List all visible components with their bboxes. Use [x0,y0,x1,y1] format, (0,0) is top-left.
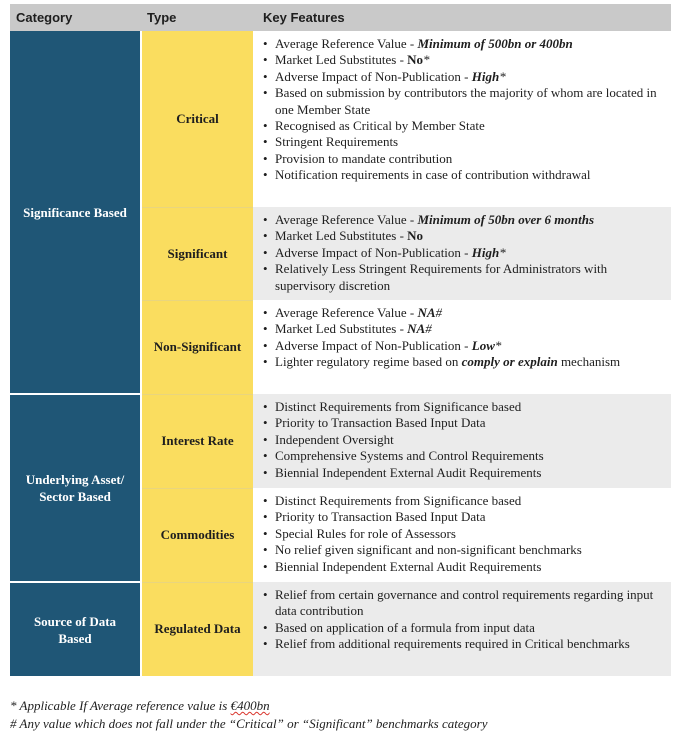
table-row [10,394,671,488]
list-item: • Average Reference Value - Minimum of 50bn over 6 months [263,212,595,227]
header-category: Category [10,4,141,31]
category-underlying-asset-sector-based: Underlying Asset/ Sector Based [10,394,141,582]
type-commodities: Commodities [141,488,253,582]
type-significant: Significant [141,207,253,300]
list-item: • Priority to Transaction Based Input Data [263,415,486,431]
footnote-asterisk: * Applicable If Average reference value is €400bn [10,698,270,713]
list-item: • Market Led Substitutes - NA# [263,321,432,337]
list-item: • Distinct Requirements from Significance based [263,493,522,508]
footnote-hash: # Any value which does not fall under the “Critical” or “Significant” benchmarks category [10,716,488,731]
benchmark-categories-table [10,4,671,676]
list-item: • Based on submission by contributors the majority of whom are located in one Member State [263,85,657,117]
list-item: • Provision to mandate contribution [263,150,453,166]
list-item: • Market Led Substitutes - No [263,228,424,244]
list-item: • Distinct Requirements from Significance based [263,399,522,414]
list-item: • Comprehensive Systems and Control Requirements [263,448,544,464]
features-significant [253,207,671,300]
features-non-significant [253,300,671,394]
list-item: • Adverse Impact of Non-Publication - High* [263,244,506,260]
table-header-row [10,4,671,31]
features-interest-rate [253,394,671,488]
type-non-significant: Non-Significant [141,300,253,394]
list-item: • Special Rules for role of Assessors [263,525,456,541]
header-key-features: Key Features [253,4,671,31]
list-item: • Based on application of a formula from input data [263,619,535,635]
list-item: • Adverse Impact of Non-Publication - High* [263,68,506,84]
list-item: • Relatively Less Stringent Requirements for Administrators with supervisory discretion [263,261,608,293]
table-row [10,582,671,676]
list-item: • Relief from additional requirements required in Critical benchmarks [263,636,630,652]
list-item: • Notification requirements in case of contribution withdrawal [263,167,591,183]
list-item: • Recognised as Critical by Member State [263,118,485,134]
table-row [10,31,671,207]
list-item: • Biennial Independent External Audit Requirements [263,464,542,480]
list-item: • Biennial Independent External Audit Requirements [263,558,542,574]
header-type: Type [141,4,253,31]
type-regulated-data: Regulated Data [141,582,253,676]
list-item: • Relief from certain governance and control requirements regarding input data contribution [263,587,654,619]
list-item: • Independent Oversight [263,431,394,447]
list-item: • Average Reference Value - Minimum of 500bn or 400bn [263,36,573,51]
list-item: • Lighter regulatory regime based on comply or explain mechanism [263,354,621,370]
category-significance-based: Significance Based [10,31,141,394]
list-item: • Average Reference Value - NA# [263,305,442,320]
features-critical [253,31,671,207]
list-item: • Stringent Requirements [263,134,399,150]
list-item: • Priority to Transaction Based Input Data [263,509,486,525]
type-interest-rate: Interest Rate [141,394,253,488]
list-item: • Market Led Substitutes - No* [263,52,430,68]
list-item: • Adverse Impact of Non-Publication - Low* [263,337,502,353]
features-regulated-data [253,582,671,676]
type-critical: Critical [141,31,253,207]
list-item: • No relief given significant and non-significant benchmarks [263,542,582,558]
features-commodities [253,488,671,582]
category-source-of-data-based: Source of Data Based [10,582,141,676]
